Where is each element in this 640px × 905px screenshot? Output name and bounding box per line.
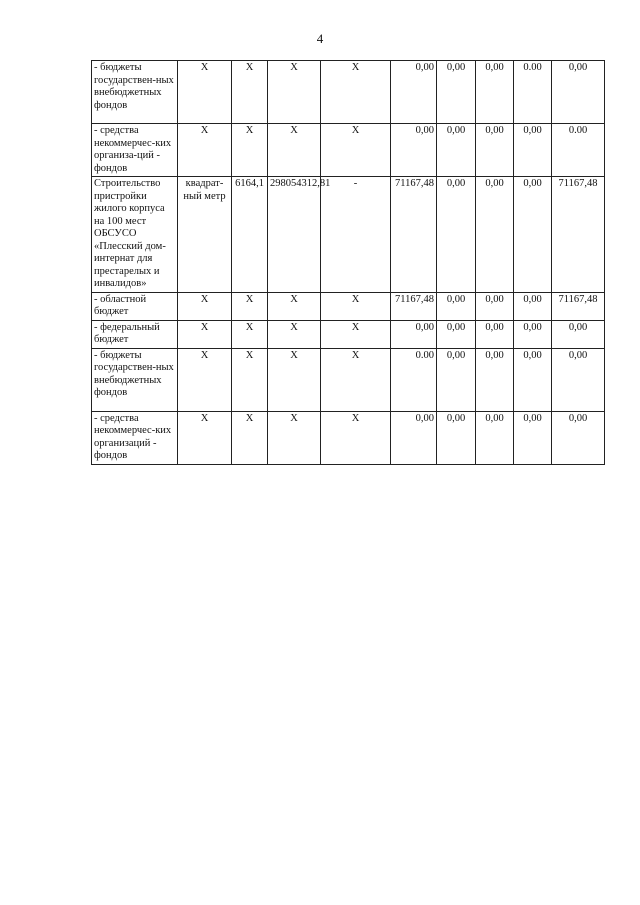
- row-name: - бюджеты государствен-ных внебюджетных фондов: [92, 348, 178, 411]
- cost-cell: Х: [268, 320, 321, 348]
- table-row: [92, 292, 605, 320]
- capacity-cell: Х: [232, 292, 268, 320]
- date-cell: Х: [321, 348, 391, 411]
- value-cell: 0,00: [391, 320, 437, 348]
- value-cell: 0,00: [476, 411, 514, 464]
- table-row: [92, 124, 605, 177]
- row-name: - бюджеты государствен-ных внебюджетных фондов: [92, 61, 178, 124]
- value-cell: 71167,48: [391, 177, 437, 293]
- value-cell: 0,00: [552, 411, 605, 464]
- value-cell: 71167,48: [552, 292, 605, 320]
- value-cell: 0,00: [476, 177, 514, 293]
- value-cell: 0,00: [437, 348, 476, 411]
- capacity-cell: Х: [232, 124, 268, 177]
- value-cell: 0,00: [476, 348, 514, 411]
- value-cell: 0,00: [476, 292, 514, 320]
- cost-cell: Х: [268, 411, 321, 464]
- cost-cell: Х: [268, 292, 321, 320]
- value-cell: 0,00: [391, 124, 437, 177]
- unit-cell: Х: [178, 411, 232, 464]
- unit-cell: Х: [178, 320, 232, 348]
- value-cell: 0,00: [437, 320, 476, 348]
- unit-cell: Х: [178, 292, 232, 320]
- table-row: [92, 61, 605, 124]
- row-name: - федеральный бюджет: [92, 320, 178, 348]
- capacity-cell: Х: [232, 320, 268, 348]
- value-cell: 0,00: [437, 124, 476, 177]
- value-cell: 0,00: [437, 411, 476, 464]
- row-name: - областной бюджет: [92, 292, 178, 320]
- value-cell: 0,00: [514, 348, 552, 411]
- date-cell: Х: [321, 61, 391, 124]
- date-cell: Х: [321, 411, 391, 464]
- unit-cell: Х: [178, 348, 232, 411]
- budget-table: [91, 60, 605, 465]
- value-cell: 0,00: [391, 411, 437, 464]
- date-cell: Х: [321, 124, 391, 177]
- value-cell: 0,00: [514, 292, 552, 320]
- value-cell: 71167,48: [552, 177, 605, 293]
- value-cell: 0,00: [437, 61, 476, 124]
- capacity-cell: Х: [232, 61, 268, 124]
- row-name: - средства некоммерчес-ких организаций - фондов: [92, 411, 178, 464]
- date-cell: -: [321, 177, 391, 293]
- capacity-cell: Х: [232, 348, 268, 411]
- capacity-cell: 6164,1: [232, 177, 268, 293]
- row-name: - средства некоммерчес-ких организа-ций - фондов: [92, 124, 178, 177]
- value-cell: 71167,48: [391, 292, 437, 320]
- value-cell: 0,00: [514, 320, 552, 348]
- cost-cell: Х: [268, 348, 321, 411]
- value-cell: 0,00: [437, 177, 476, 293]
- value-cell: 0,00: [552, 320, 605, 348]
- value-cell: 0,00: [476, 124, 514, 177]
- value-cell: 0.00: [391, 348, 437, 411]
- value-cell: 0,00: [514, 124, 552, 177]
- value-cell: 0,00: [476, 320, 514, 348]
- value-cell: 0.00: [552, 124, 605, 177]
- value-cell: 0,00: [552, 61, 605, 124]
- unit-cell: Х: [178, 61, 232, 124]
- date-cell: Х: [321, 320, 391, 348]
- cost-cell: 298054312,81: [268, 177, 321, 293]
- cost-cell: Х: [268, 61, 321, 124]
- table-row: [92, 177, 605, 293]
- value-cell: 0,00: [391, 61, 437, 124]
- table-row: [92, 411, 605, 464]
- unit-cell: Х: [178, 124, 232, 177]
- value-cell: 0,00: [514, 411, 552, 464]
- value-cell: 0,00: [514, 177, 552, 293]
- cost-cell: Х: [268, 124, 321, 177]
- value-cell: 0.00: [514, 61, 552, 124]
- value-cell: 0,00: [476, 61, 514, 124]
- capacity-cell: Х: [232, 411, 268, 464]
- value-cell: 0,00: [437, 292, 476, 320]
- value-cell: 0,00: [552, 348, 605, 411]
- date-cell: Х: [321, 292, 391, 320]
- row-name: Строительство пристройки жилого корпуса на 100 мест ОБСУСО «Плесский дом-интернат для престарелых и инвалидов»: [92, 177, 178, 293]
- table-row: [92, 348, 605, 411]
- unit-cell: квадрат-ный метр: [178, 177, 232, 293]
- table-row: [92, 320, 605, 348]
- page-number: 4: [316, 31, 324, 46]
